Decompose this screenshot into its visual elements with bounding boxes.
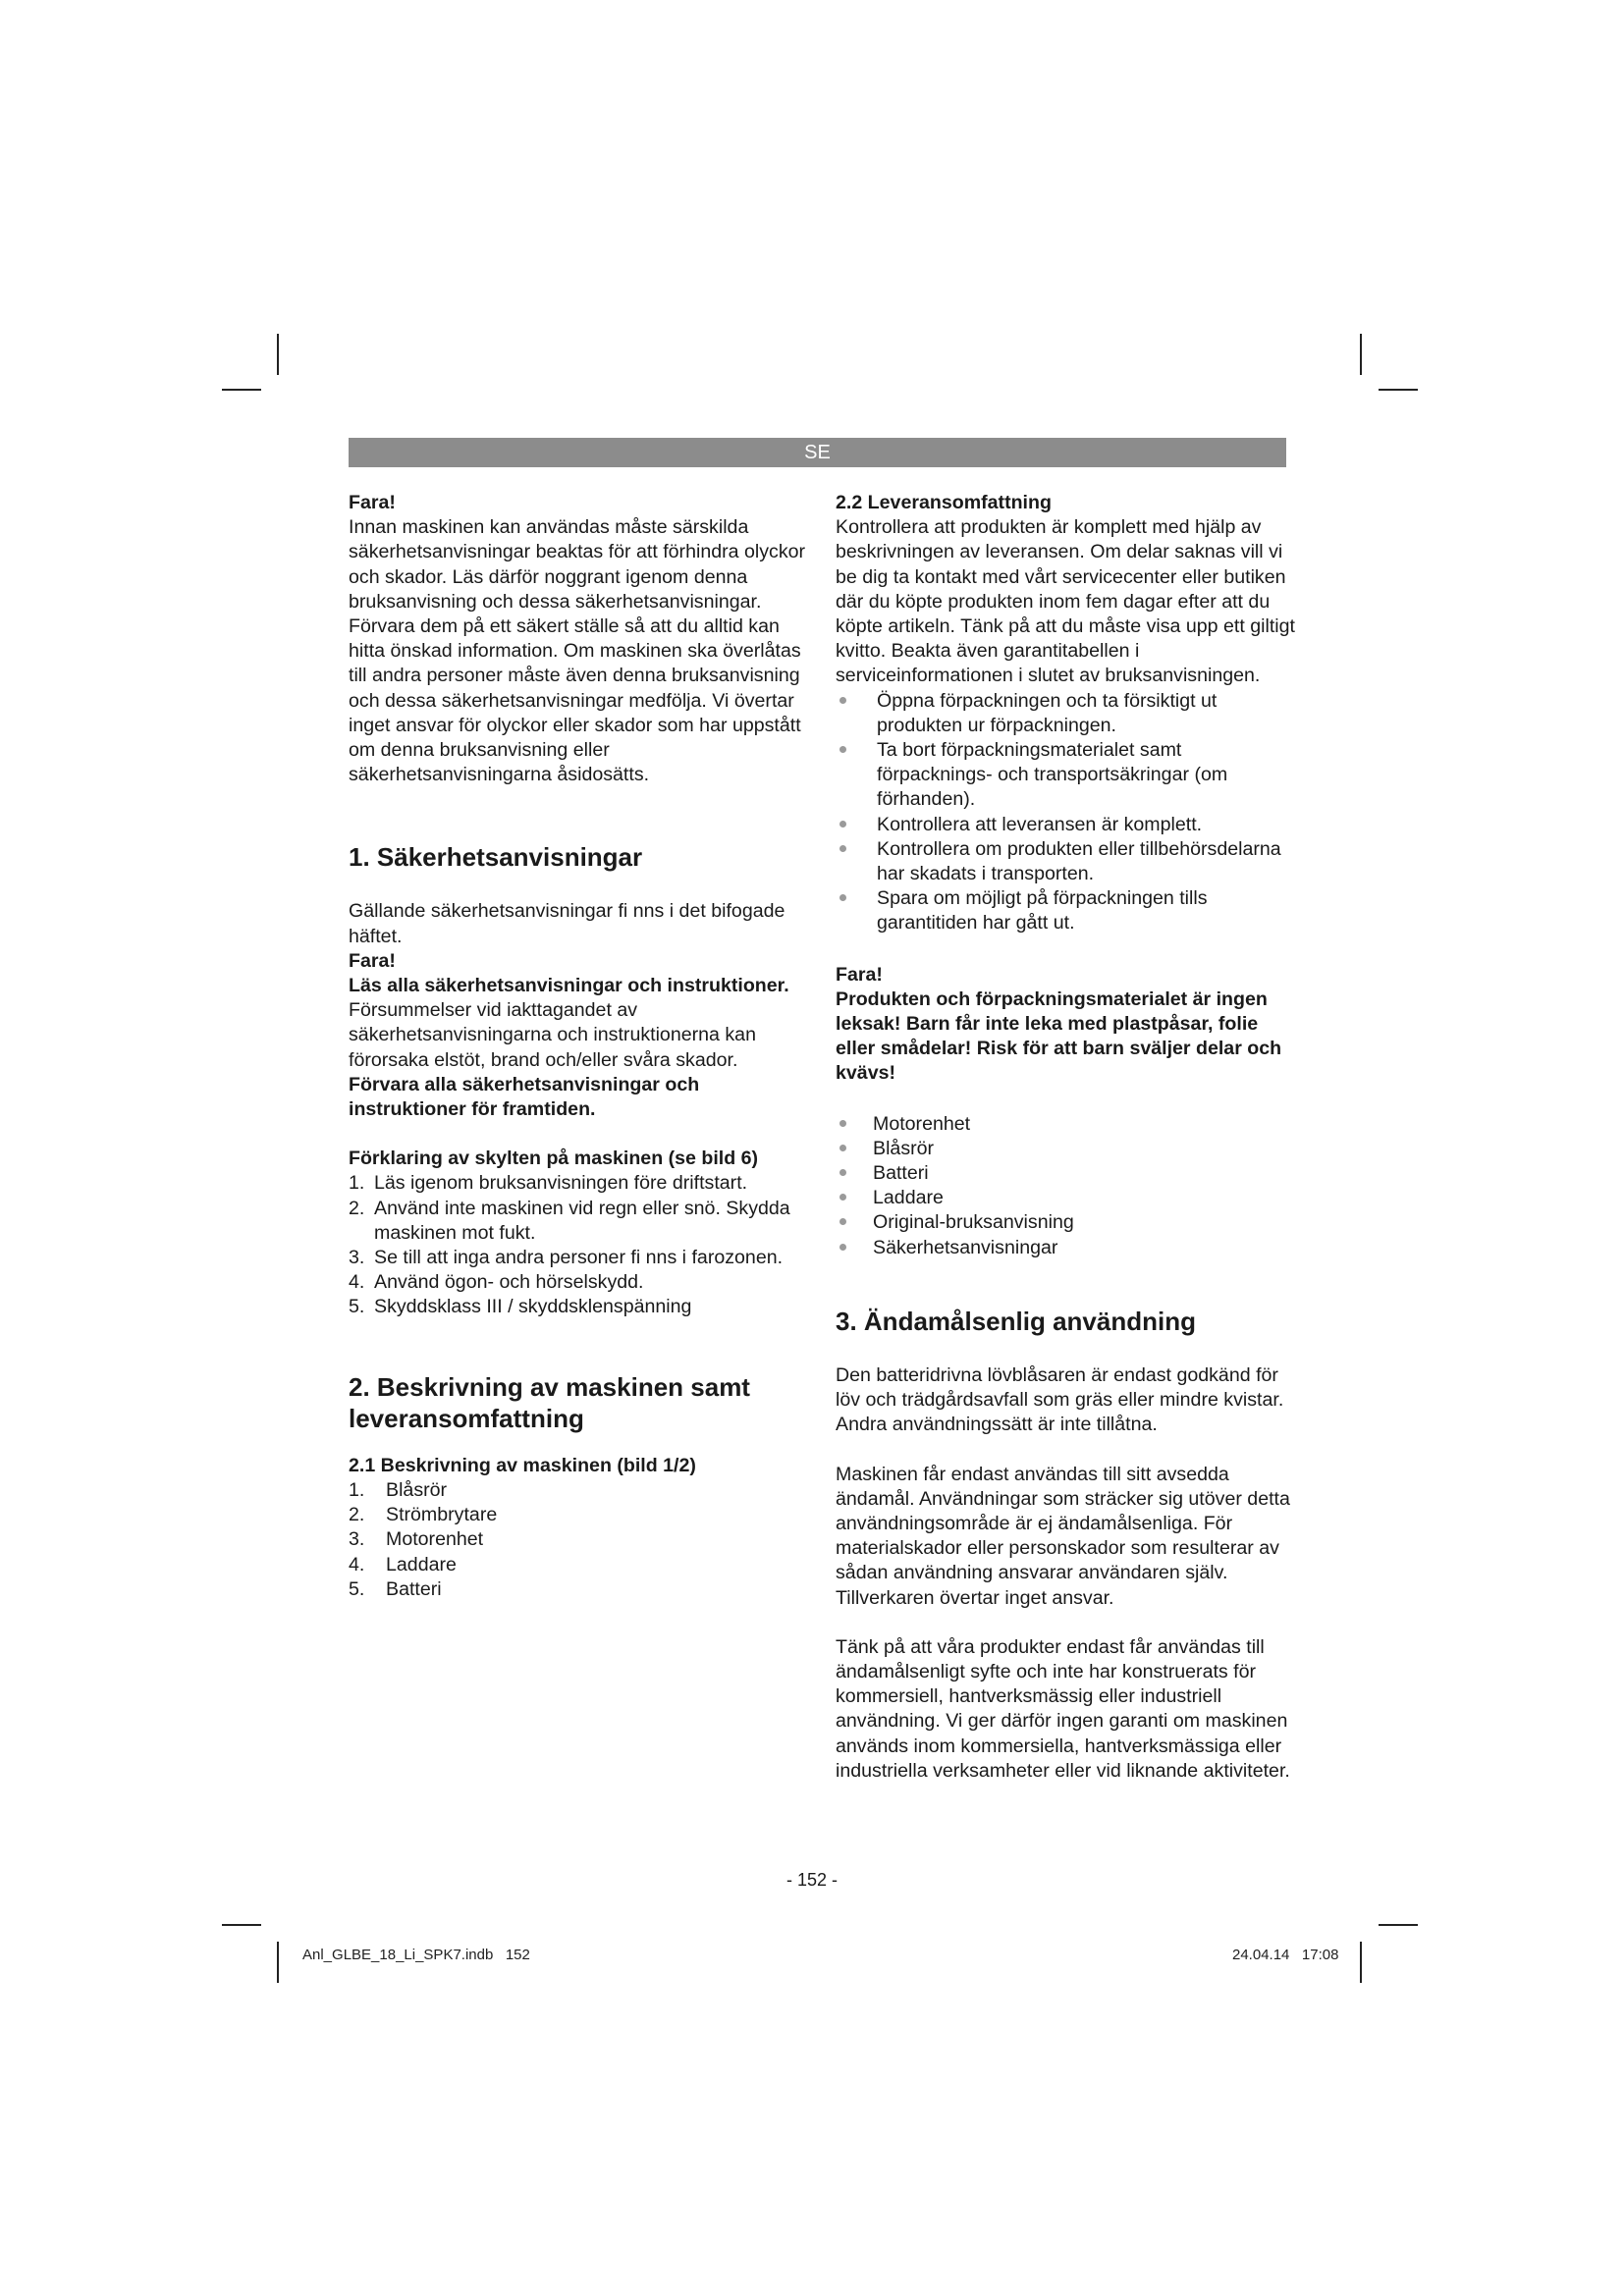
list-item bbox=[836, 1186, 1297, 1210]
section-2-1-title: 2.1 Beskrivning av maskinen (bild 1/2) bbox=[349, 1454, 696, 1476]
print-date-time: 24.04.14 17:08 bbox=[1232, 1947, 1339, 1963]
list-item bbox=[836, 1161, 1297, 1186]
list-text: Original-bruksanvisning bbox=[873, 1211, 1074, 1234]
section-1-intro: Gällande säkerhetsanvisningar fi nns i det bifogade häftet. bbox=[349, 900, 785, 947]
list-item bbox=[836, 813, 1297, 837]
sign-explanation-list bbox=[349, 1171, 810, 1319]
packaging-danger-text: Produkten och förpackningsmaterialet är ingen leksak! Barn får inte leka med plastpåsar, folie eller smådelar! Risk för att barn sväljer delar och kvävs! bbox=[836, 988, 1282, 1085]
list-number: 4. bbox=[349, 1271, 365, 1294]
list-item bbox=[836, 886, 1297, 935]
list-text: Kontrollera om produkten eller tillbehörsdelarna har skadats i transporten. bbox=[877, 837, 1281, 885]
section-1-warning-paragraph bbox=[349, 974, 810, 1122]
list-text: Batteri bbox=[386, 1577, 442, 1600]
crop-mark bbox=[277, 1942, 279, 1983]
bullet-icon bbox=[839, 894, 846, 901]
list-item bbox=[836, 1137, 1297, 1161]
list-text: Använd ögon- och hörselskydd. bbox=[374, 1271, 644, 1294]
warning-bold-lead: Läs alla säkerhetsanvisningar och instruktioner. bbox=[349, 975, 789, 997]
list-item bbox=[349, 1197, 810, 1246]
crop-mark bbox=[1379, 1924, 1418, 1926]
unpacking-steps-list bbox=[836, 689, 1297, 936]
list-item bbox=[349, 1295, 810, 1319]
list-number: 3. bbox=[349, 1528, 365, 1551]
list-text: Använd inte maskinen vid regn eller snö. Skydda maskinen mot fukt. bbox=[374, 1197, 790, 1244]
bullet-icon bbox=[839, 697, 846, 704]
list-number: 5. bbox=[349, 1296, 365, 1318]
list-number: 4. bbox=[349, 1553, 365, 1575]
list-item bbox=[349, 1270, 810, 1295]
left-column bbox=[349, 491, 810, 1602]
crop-mark bbox=[1360, 334, 1362, 375]
packaging-danger-heading: Fara! bbox=[836, 963, 883, 986]
list-number: 3. bbox=[349, 1247, 365, 1269]
list-text: Kontrollera att leveransen är komplett. bbox=[877, 813, 1203, 835]
print-file-name: Anl_GLBE_18_Li_SPK7.indb 152 bbox=[302, 1947, 530, 1963]
list-text: Strömbrytare bbox=[386, 1504, 498, 1526]
section-2-2-title: 2.2 Leveransomfattning bbox=[836, 492, 1052, 513]
list-text: Batteri bbox=[873, 1162, 929, 1185]
list-number: 1. bbox=[349, 1172, 365, 1195]
list-item bbox=[349, 1527, 810, 1552]
list-item bbox=[349, 1577, 810, 1602]
list-item bbox=[836, 1210, 1297, 1235]
list-item bbox=[836, 1236, 1297, 1260]
list-text: Motorenhet bbox=[386, 1528, 484, 1551]
warning-text: Försummelser vid iakttagandet av säkerhetsanvisningarna och instruktionerna kan förorsaka elstöt, brand och/eller svåra skador. bbox=[349, 999, 756, 1071]
list-number: 5. bbox=[349, 1577, 365, 1600]
list-text: Se till att inga andra personer fi nns i farozonen. bbox=[374, 1247, 784, 1269]
crop-mark bbox=[222, 1924, 261, 1926]
warning-bold-tail: Förvara alla säkerhetsanvisningar och instruktioner för framtiden. bbox=[349, 1073, 700, 1121]
list-text: Läs igenom bruksanvisningen före driftstart. bbox=[374, 1172, 748, 1195]
list-item bbox=[349, 1478, 810, 1503]
bullet-icon bbox=[839, 1145, 846, 1151]
list-text: Blåsrör bbox=[873, 1137, 935, 1159]
list-text: Laddare bbox=[873, 1187, 944, 1209]
page-number: - 152 - bbox=[785, 1870, 839, 1890]
section-2-title: 2. Beskrivning av maskinen samt leveransomfattning bbox=[349, 1371, 750, 1433]
section-1-danger-heading: Fara! bbox=[349, 949, 396, 972]
danger-text: Innan maskinen kan användas måste särskilda säkerhetsanvisningar beaktas för att förhindra olyckor och skador. Läs därför noggrant igenom denna bruksanvisning och dessa säkerhetsanvisningar. Förvara dem på ett säkert ställe så att du alltid kan hitta önskad information. Om maskinen ska överlåtas till andra personer måste även denna bruksanvisning och dessa säkerhetsanvisningar medfölja. Vi övertar inget ansvar för olyckor eller skador som har uppstått om denna bruksanvisning eller säkerhetsanvisningarna åsidosätts. bbox=[349, 516, 806, 786]
list-text: Öppna förpackningen och ta försiktigt ut produkten ur förpackningen. bbox=[877, 689, 1218, 736]
list-number: 1. bbox=[349, 1478, 365, 1501]
list-number: 2. bbox=[349, 1504, 365, 1526]
list-item bbox=[349, 1171, 810, 1196]
bullet-icon bbox=[839, 746, 846, 753]
machine-parts-list bbox=[349, 1478, 810, 1602]
list-item bbox=[349, 1503, 810, 1527]
bullet-icon bbox=[839, 1218, 846, 1225]
section-3-paragraph-3: Tänk på att våra produkter endast får användas till ändamålsenligt syfte och inte har konstruerats för kommersiell, hantverksmässig eller industriell användning. Vi ger därför ingen garanti om maskinen används inom kommersiella, hantverksmässiga eller industriella verksamheter eller vid liknande aktiviteter. bbox=[836, 1635, 1290, 1782]
list-text: Laddare bbox=[386, 1553, 457, 1575]
section-1-title: 1. Säkerhetsanvisningar bbox=[349, 842, 643, 873]
bullet-icon bbox=[839, 1244, 846, 1251]
crop-mark bbox=[277, 334, 279, 375]
bullet-icon bbox=[839, 1194, 846, 1201]
list-item bbox=[836, 1112, 1297, 1137]
list-item bbox=[349, 1553, 810, 1577]
crop-mark bbox=[1360, 1942, 1362, 1983]
language-header-bar bbox=[349, 438, 1286, 467]
section-3-paragraph-2: Maskinen får endast användas till sitt avsedda ändamål. Användningar som sträcker sig utöver detta användningsområde är ej ändamålsenliga. För materialskador eller personskador som resulterar av sådan användning ansvarar användaren själv. Tillverkaren övertar inget ansvar. bbox=[836, 1463, 1290, 1609]
language-label: SE bbox=[804, 442, 831, 463]
list-text: Skyddsklass III / skyddsklenspänning bbox=[374, 1296, 692, 1318]
delivery-contents-list bbox=[836, 1112, 1297, 1260]
list-item bbox=[836, 738, 1297, 813]
list-number: 2. bbox=[349, 1197, 365, 1219]
list-text: Säkerhetsanvisningar bbox=[873, 1236, 1058, 1258]
list-text: Spara om möjligt på förpackningen tills garantitiden har gått ut. bbox=[877, 887, 1208, 934]
section-3-title: 3. Ändamålsenlig användning bbox=[836, 1306, 1196, 1336]
list-item bbox=[349, 1246, 810, 1270]
list-item bbox=[836, 689, 1297, 738]
bullet-icon bbox=[839, 821, 846, 828]
bullet-icon bbox=[839, 1169, 846, 1176]
bullet-icon bbox=[839, 1120, 846, 1127]
section-2-2-text: Kontrollera att produkten är komplett med hjälp av beskrivningen av leveransen. Om delar saknas vill vi be dig ta kontakt med vårt servicecenter eller butiken där du köpte produkten inom fem dagar efter att du köpte artikeln. Tänk på att du måste visa upp ett giltigt kvitto. Beakta även garantitabellen i serviceinformationen i slutet av bruksanvisningen. bbox=[836, 516, 1295, 687]
list-text: Ta bort förpackningsmaterialet samt förpacknings- och transportsäkringar (om förhanden). bbox=[877, 739, 1228, 811]
right-column bbox=[836, 491, 1297, 1784]
section-3-paragraph-1: Den batteridrivna lövblåsaren är endast godkänd för löv och trädgårdsavfall som gräs eller mindre kvistar. Andra användningssätt är inte tillåtna. bbox=[836, 1363, 1284, 1436]
list-item bbox=[836, 837, 1297, 886]
crop-mark bbox=[1379, 389, 1418, 391]
danger-heading: Fara! bbox=[349, 492, 396, 513]
crop-mark bbox=[222, 389, 261, 391]
sign-explanation-title: Förklaring av skylten på maskinen (se bild 6) bbox=[349, 1148, 759, 1170]
bullet-icon bbox=[839, 845, 846, 852]
list-text: Blåsrör bbox=[386, 1478, 448, 1501]
list-text: Motorenhet bbox=[873, 1112, 971, 1135]
